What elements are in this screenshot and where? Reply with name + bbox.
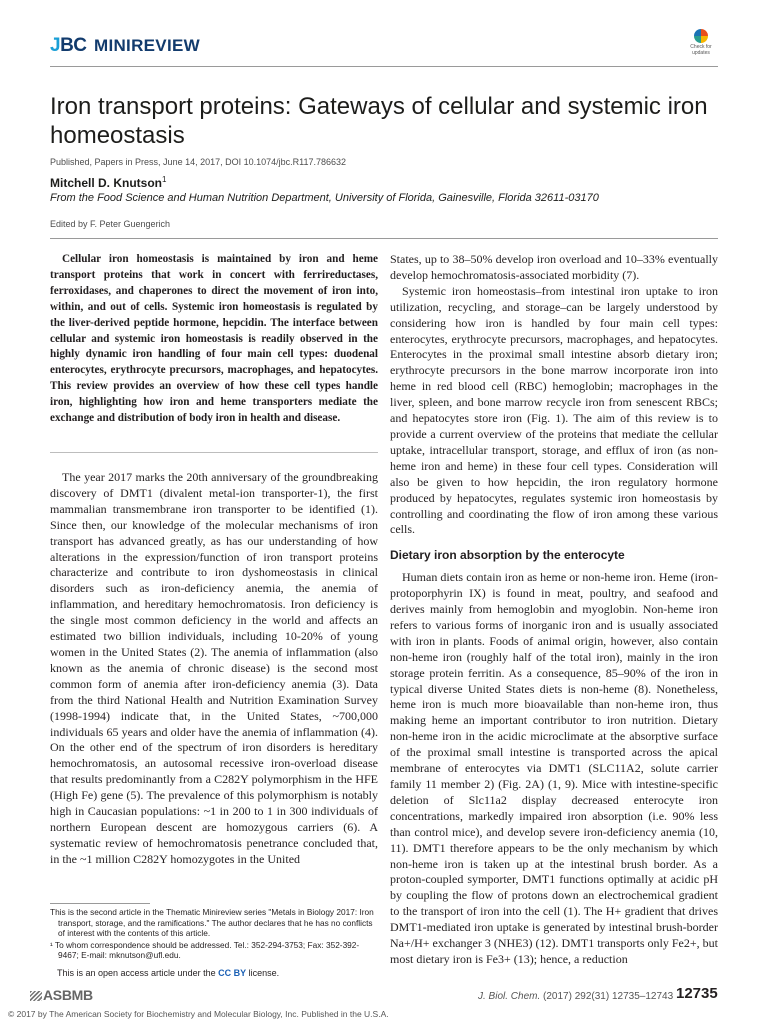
jbc-logo[interactable]: JBC xyxy=(50,35,87,56)
body-paragraph: Systemic iron homeostasis–from intestinal iron uptake to iron utilization, recycling, and storage–can be largely understood by considering how iron is handled by four main cell types: enterocytes, erythrocyte precursors, macrophages, and hepatocytes. Enterocytes in the proximal small intestine absorb dietary iron; erythrocyte precursors in the bone marrow incorporate iron into heme in red blood cell (RBC) hemoglobin; macrophages in the liver, spleen, and bone marrow recycle iron from senescent RBCs; and hepatocytes store iron (Fig. 1). The aim of this review is to provide a current overview of the proteins that mediate the cellular uptake, intracellular transport, storage, and efflux of iron (as non-heme iron and heme) in these four cell types. Consideration will also be given to how hepcidin, the iron regulatory hormone produced by hepatocytes, regulates systemic iron homeostasis by controlling and coordinating the flow of iron among these various cells. xyxy=(390,283,718,537)
journal-header xyxy=(50,33,718,63)
abstract: Cellular iron homeostasis is maintained by iron and heme transport proteins that work in concert with ferrireductases, ferroxidases, and chaperones to direct the movement of iron into, within, and out of cells. Systemic iron homeostasis is regulated by the liver-derived peptide hormone, hepcidin. The interface between cellular and systemic iron homeostasis is readily observed in the highly dynamic iron handling of four main cell types: duodenal enterocytes, erythrocyte precursors, macrophages, and hepatocytes. This review provides an overview of how these cell types handle iron, highlighting how iron and heme transporters mediate the exchange and distribution of body iron in health and disease. xyxy=(50,253,378,425)
section-label: MINIREVIEW xyxy=(94,36,200,55)
open-access-notice: This is an open access article under the CC BY license. xyxy=(57,968,280,978)
author-affiliation: From the Food Science and Human Nutrition Department, University of Florida, Gainesville, Florida 32611-03170 xyxy=(50,192,599,204)
header-divider xyxy=(50,66,718,67)
copyright-line: © 2017 by The American Society for Biochemistry and Molecular Biology, Inc. Published in the U.S.A. xyxy=(8,1009,389,1019)
body-paragraph: States, up to 38–50% develop iron overload and 10–33% eventually develop hemochromatosis-associated morbidity (7). xyxy=(390,252,718,282)
abstract-divider xyxy=(50,452,378,453)
asbmb-logo: ASBMB xyxy=(30,987,93,1003)
section-heading: Dietary iron absorption by the enterocyte xyxy=(390,548,625,563)
check-for-updates-icon[interactable]: Check for updates xyxy=(686,29,716,61)
article-title: Iron transport proteins: Gateways of cellular and systemic iron homeostasis xyxy=(50,93,708,149)
body-paragraph: The year 2017 marks the 20th anniversary of the groundbreaking discovery of DMT1 (divalent metal-ion transporter-1), the first mammalian transmembrane iron transporter to be identified (1). Since then, our knowledge of the molecular mechanisms of iron transport has advanced greatly, as has our understanding of how alterations in the expression/function of iron transport proteins characterize and contribute to iron dyshomeostasis in clinical disorders such as iron-deficiency anemia, the anemia of inflammation, and hereditary hemochromatosis. Iron deficiency is the single most common deficiency in the world and affects an estimated two billion individuals, including 10-20% of young women in the United States (2). The anemia of inflammation (also known as the anemia of chronic disease) is the second most common form of anemia after iron-deficiency anemia (3). Data from the third National Health and Nutrition Examination Survey (1998-1994) indicate that, in the United States, ~700,000 individuals 65 years and older have the anemia of inflammation (4). On the other end of the spectrum of iron disorders is hereditary hemochromatosis, an autosomal recessive iron-overload disease that results predominantly from a C282Y polymorphism in the HFE (High Fe) gene (5). The prevalence of this polymorphism is notably high in Caucasian populations: ~1 in 200 to 1 in 300 individuals of northern European descent are homozygous carriers (6). A systematic review of hemochromatosis penetrance concluded that, in the ~1 million C282Y homozygotes in the United xyxy=(50,470,378,866)
asbmb-hatch-icon xyxy=(30,991,42,1001)
footnote: ¹ To whom correspondence should be addressed. Tel.: 352-294-3753; Fax: 352-392-9467; E-mail: mknutson@ufl.edu. xyxy=(50,939,360,961)
footnote: This is the second article in the Thematic Minireview series "Metals in Biology 2017: Iron transport, storage, and the ramifications." The author declares that he has no conflicts of interest with the contents of this article. xyxy=(50,907,374,939)
footnote-divider xyxy=(50,903,150,904)
left-column xyxy=(50,470,378,868)
author-name: Mitchell D. Knutson$^1$ xyxy=(50,175,167,190)
journal-citation: J. Biol. Chem. (2017) 292(31) 12735–12743 xyxy=(478,991,674,1002)
footnotes xyxy=(50,907,378,962)
title-divider xyxy=(50,238,718,239)
cc-by-link[interactable]: CC BY xyxy=(218,968,247,978)
editor-note: Edited by F. Peter Guengerich xyxy=(50,219,171,229)
page-number: 12735 xyxy=(676,985,718,1002)
publication-info: Published, Papers in Press, June 14, 2017, DOI 10.1074/jbc.R117.786632 xyxy=(50,157,347,167)
body-paragraph: Human diets contain iron as heme or non-heme iron. Heme (iron-protoporphyrin IX) is found in meat, poultry, and seafood and derives mainly from hemoglobin and myoglobin. Non-heme iron refers to various forms of inorganic iron and is usually associated with iron in plants. Foods of animal origin, however, also contain non-heme iron (roughly half of the total iron), mainly in the iron storage protein ferritin. As a consequence, 85–90% of the iron in typical diverse United States diets is non-heme (8). Nonetheless, heme iron is much more bioavailable than non-heme iron, thus making heme an important contributor to iron nutrition. Dietary non-heme iron in the acidic microclimate at the absorptive surface of the proximal small intestine is transported across the apical membrane of enterocytes via DMT1 (SLC11A2, solute carrier family 11 member 2) (Fig. 2A) (1, 9). Mice with intestine-specific deletion of Slc11a2 display decreased enterocyte iron concentrations, markedly impaired iron absorption (i.e. 90% less than control mice), and develop severe iron-deficiency anemia (10, 11). DMT1 therefore appears to be the only mechanism by which non-heme iron is taken up at the intestinal brush border. As a proton-coupled symporter, DMT1 functions optimally at acidic pH by coupling the flow of protons down an electrochemical gradient to the transport of iron into the cell (1). The H+ gradient that drives DMT1-mediated iron uptake is generated by intestinal brush-border Na+/H+ exchanger 3 (NHE3) (12). DMT1 transports only Fe2+, but most dietary iron is Fe3+ (13); hence, a reduction xyxy=(390,570,718,966)
right-column xyxy=(390,252,718,968)
